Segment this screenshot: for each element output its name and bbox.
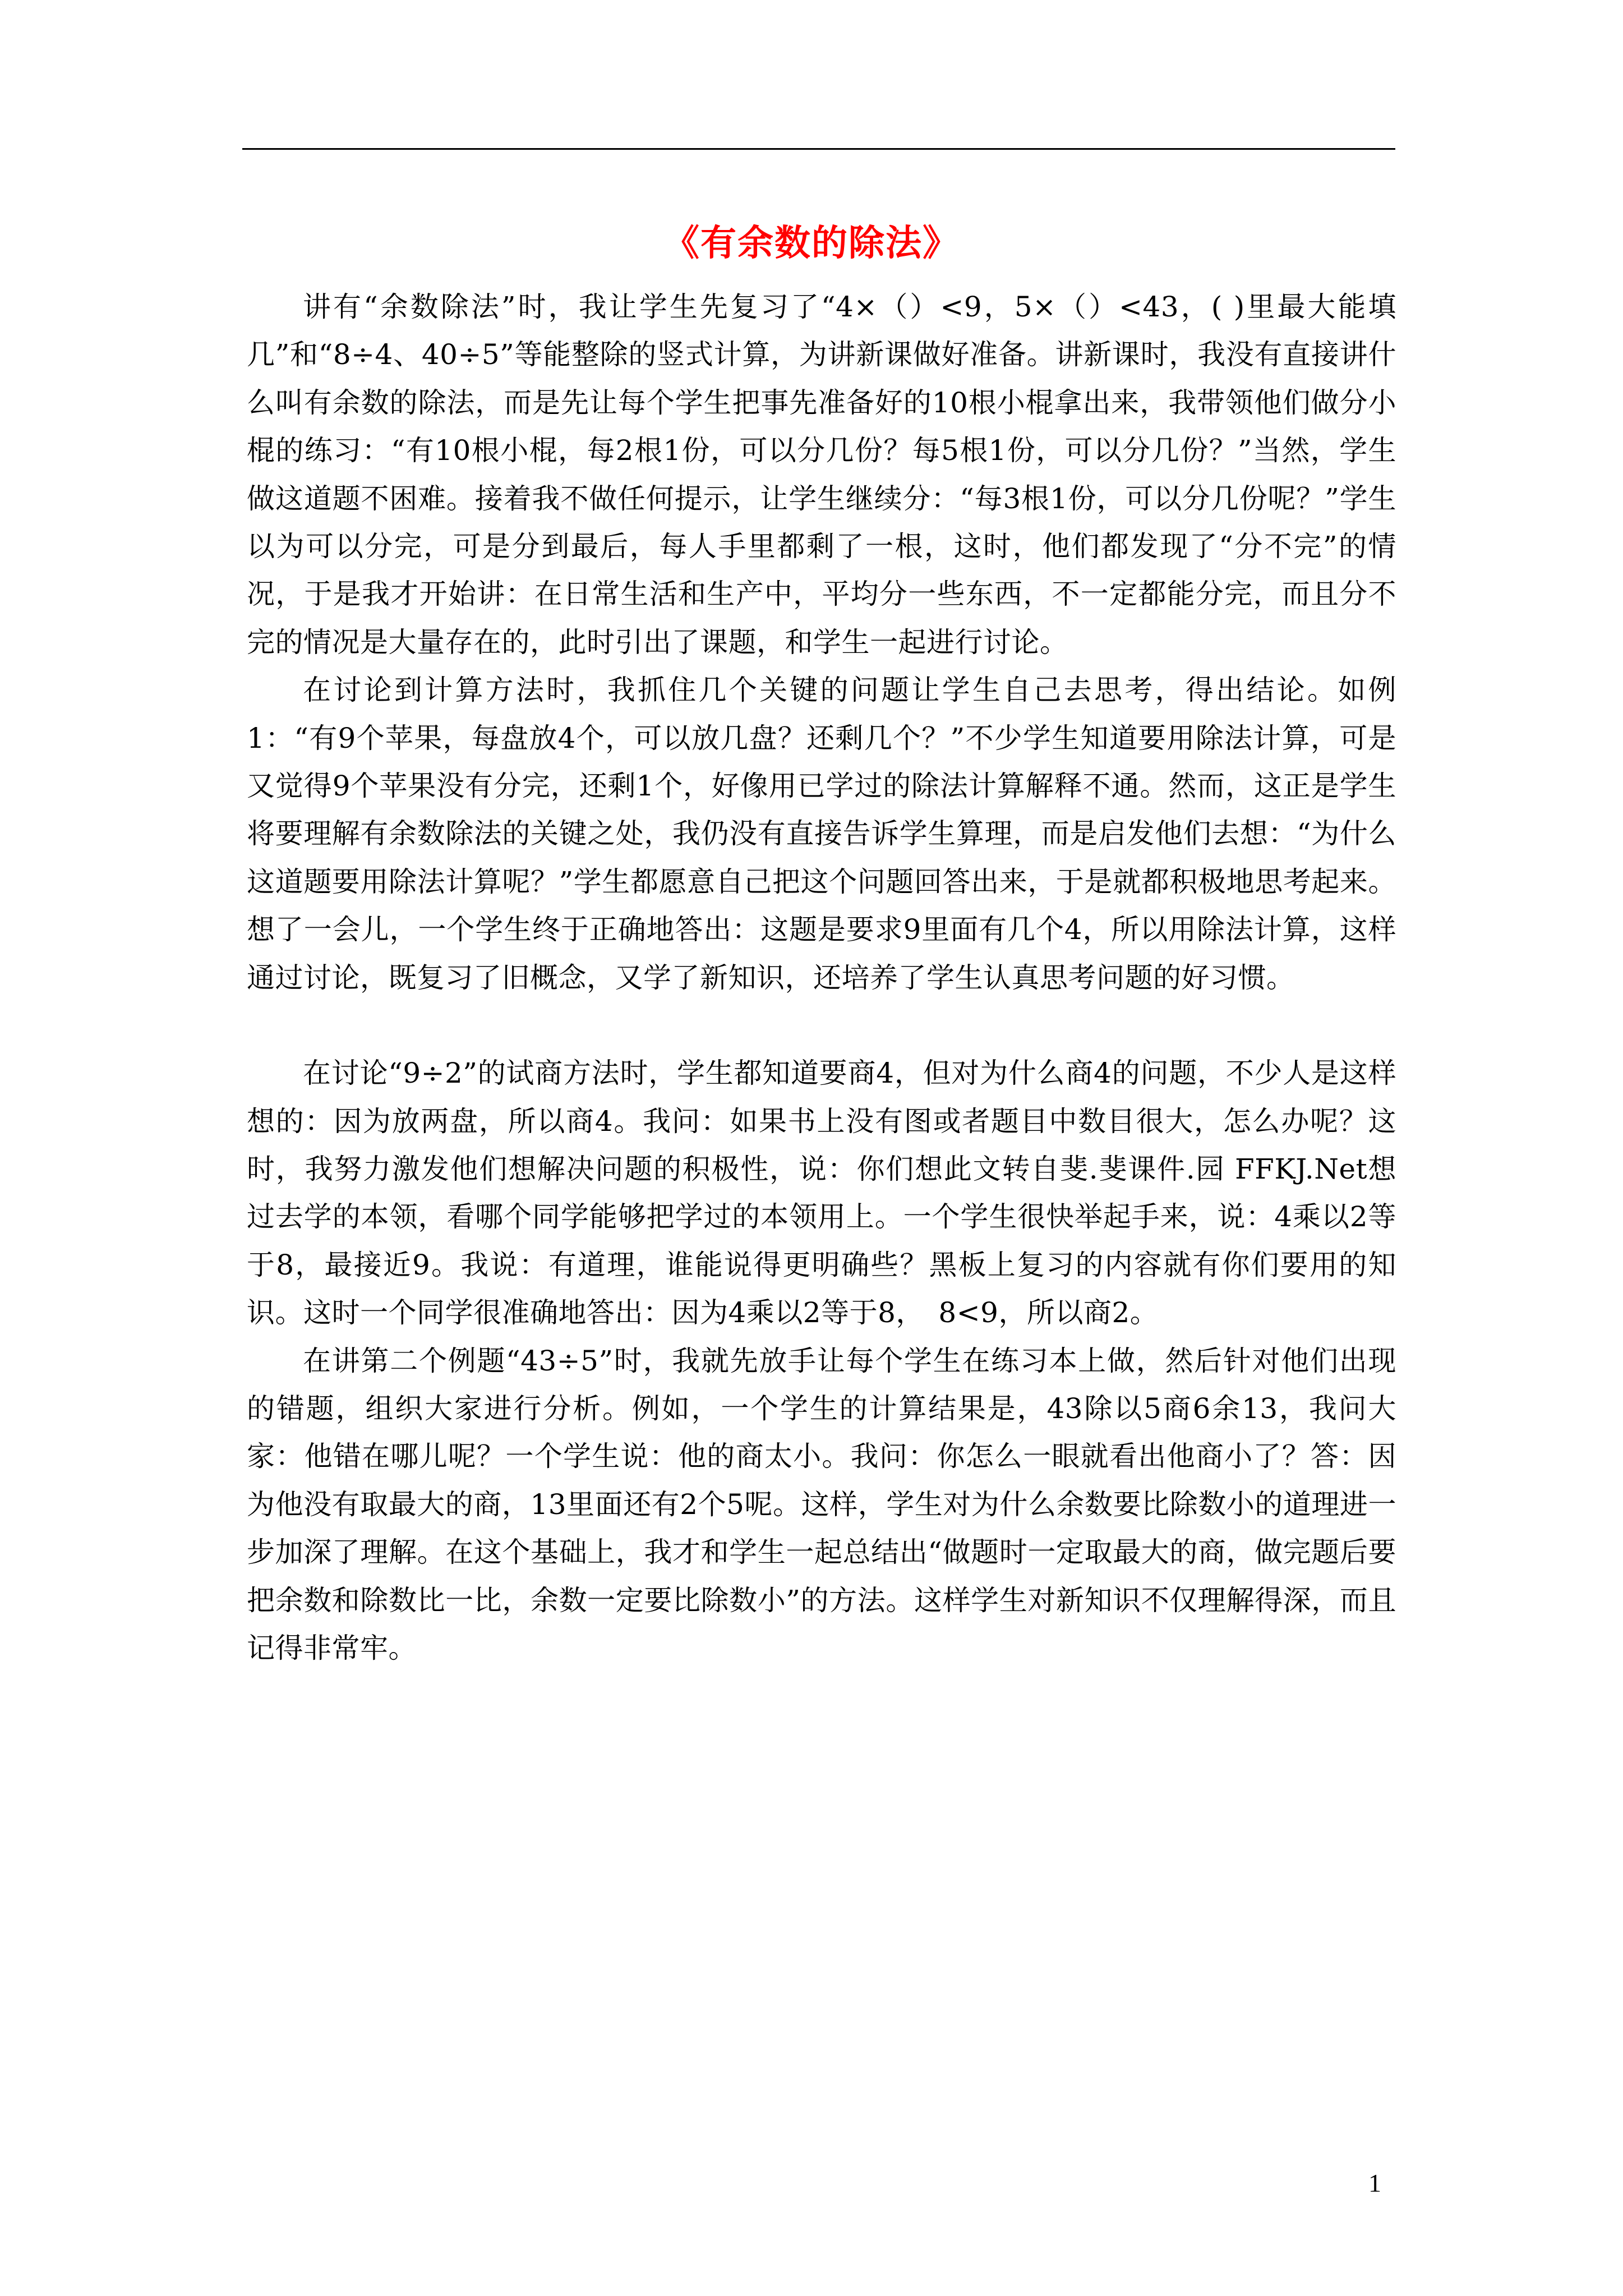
paragraph-2: 在讨论到计算方法时，我抓住几个关键的问题让学生自己去思考，得出结论。如例1：“有9个苹果，每盘放4个，可以放几盘？还剩几个？”不少学生知道要用除法计算，可是又觉得9个苹果没有分完，还剩1个，好像用已学过的除法计算解释不通。然而，这正是学生将要理解有余数除法的关键之处，我仍没有直接告诉学生算理，而是启发他们去想：“为什么这道题要用除法计算呢？”学生都愿意自己把这个问题回答出来，于是就都积极地思考起来。想了一会儿，一个学生终于正确地答出：这题是要求9里面有几个4，所以用除法计算，这样通过讨论，既复习了旧概念，又学了新知识，还培养了学生认真思考问题的好习惯。 [247, 674, 1396, 994]
header-rule [242, 148, 1395, 150]
document-title: 《有余数的除法》 [663, 222, 960, 264]
paragraph-4: 在讲第二个例题“43÷5”时，我就先放手让每个学生在练习本上做，然后针对他们出现的错题，组织大家进行分析。例如，一个学生的计算结果是，43除以5商6余13，我问大家：他错在哪儿呢？一个学生说：他的商太小。我问：你怎么一眼就看出他商小了？答：因为他没有取最大的商，13里面还有2个5呢。这样，学生对为什么余数要比除数小的道理进一步加深了理解。在这个基础上，我才和学生一起总结出“做题时一定取最大的商，做完题后要把余数和除数比一比，余数一定要比除数小”的方法。这样学生对新知识不仅理解得深，而且记得非常牢。 [247, 1344, 1396, 1664]
paragraph-3: 在讨论“9÷2”的试商方法时，学生都知道要商4，但对为什么商4的问题，不少人是这样想的：因为放两盘，所以商4。我问：如果书上没有图或者题目中数目很大，怎么办呢？这时，我努力激发他们想解决问题的积极性，说：你们想此文转自斐.斐课件.园 FFKJ.Net想过去学的本领，看哪个同学能够把学过的本领用上。一个学生很快举起手来，说：4乘以2等于8，最接近9。我说：有道理，谁能说得更明确些？黑板上复习的内容就有你们要用的知识。这时一个同学很准确地答出：因为4乘以2等于8， 8<9，所以商2。 [247, 1057, 1396, 1329]
document-body [247, 283, 1396, 1672]
page-number: 1 [1368, 2169, 1381, 2197]
paragraph-1: 讲有“余数除法”时，我让学生先复习了“4×（）<9，5×（）<43，( )里最大能填几”和“8÷4、40÷5”等能整除的竖式计算，为讲新课做好准备。讲新课时，我没有直接讲什么叫有余数的除法，而是先让每个学生把事先准备好的10根小棍拿出来，我带领他们做分小棍的练习：“有10根小棍，每2根1份，可以分几份？每5根1份，可以分几份？”当然，学生做这道题不困难。接着我不做任何提示，让学生继续分：“每3根1份，可以分几份呢？”学生以为可以分完，可是分到最后，每人手里都剩了一根，这时，他们都发现了“分不完”的情况，于是我才开始讲：在日常生活和生产中，平均分一些东西，不一定都能分完，而且分不完的情况是大量存在的，此时引出了课题，和学生一起进行讨论。 [247, 291, 1396, 659]
